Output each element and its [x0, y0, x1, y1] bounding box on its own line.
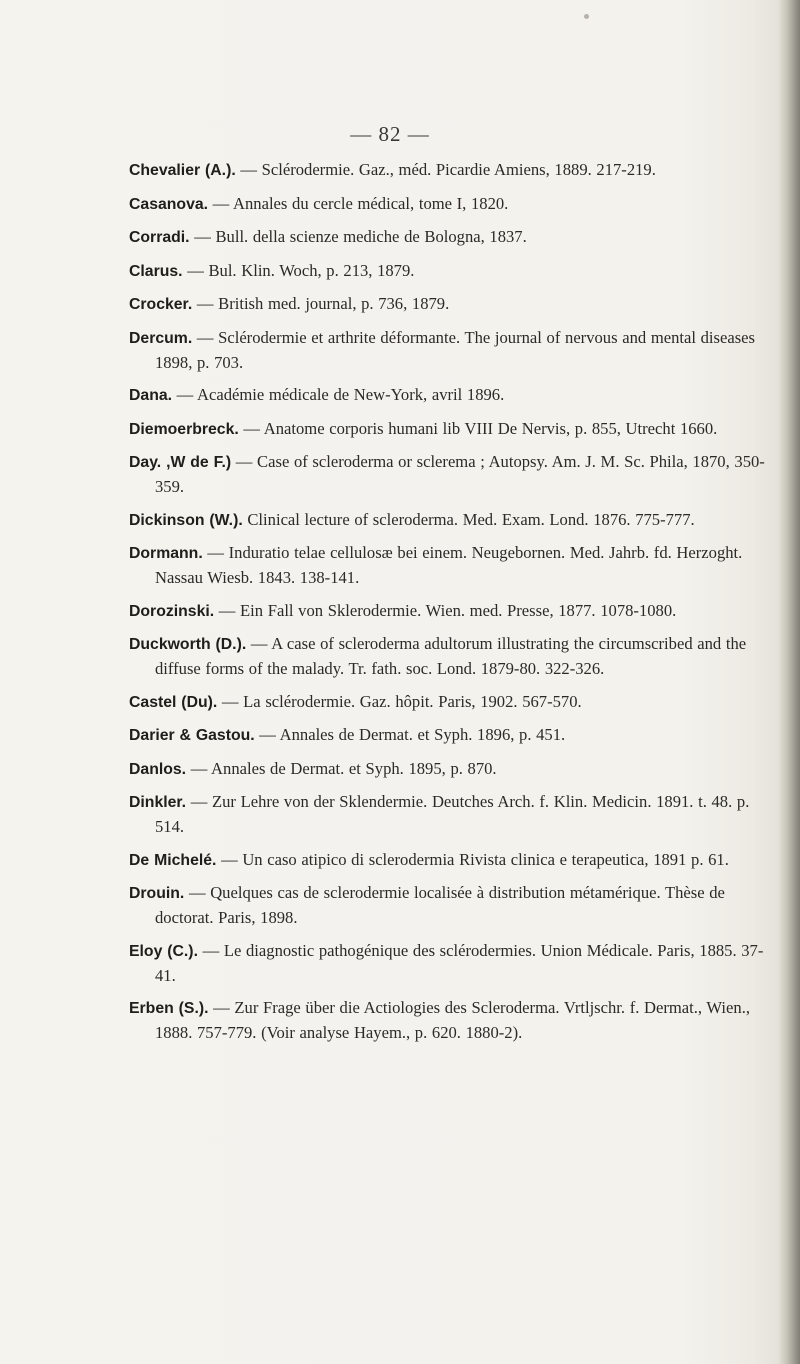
entry-text: — Le diagnostic pathogénique des sclérodermies. Union Médicale. Paris, 1885. 37-41. — [155, 940, 764, 985]
entry-author: Erben (S.). — [129, 1000, 209, 1017]
entry-text: — Case of scleroderma or sclerema ; Autopsy. Am. J. M. Sc. Phila, 1870, 350-359. — [155, 452, 765, 496]
entry-author: Dercum. — [129, 329, 193, 347]
entry-author: Drouin. — [129, 885, 185, 902]
bibliography-entry — [129, 259, 774, 284]
entry-text: — Annales de Dermat. et Syph. 1896, p. 451. — [254, 725, 566, 744]
entry-text: — Un caso atipico di sclerodermia Rivista clinica e terapeutica, 1891 p. 61. — [216, 849, 729, 869]
entry-author: Chevalier (A.). — [129, 162, 236, 179]
bibliography-entry — [129, 192, 774, 217]
bibliography-entry — [129, 326, 774, 375]
entry-author: Crocker. — [129, 296, 193, 313]
bibliography-entry — [129, 632, 774, 681]
bibliography-entry — [129, 723, 774, 748]
bibliography-entry — [129, 690, 774, 715]
entry-author: Dormann. — [129, 545, 203, 562]
entry-text: — Zur Lehre von der Sklendermie. Deutches Arch. f. Klin. Medicin. 1891. t. 48. p. 514. — [155, 792, 750, 836]
bibliography-entry — [129, 508, 774, 533]
entry-author: Dorozinski. — [129, 602, 215, 620]
entry-text: — Annales du cercle médical, tome I, 1820. — [208, 193, 509, 213]
entry-author: Diemoerbreck. — [129, 420, 239, 438]
entry-text: — A case of scleroderma adultorum illustrating the circumscribed and the diffuse forms of the malady. Tr. fath. soc. Lond. 1879-80. 322-326. — [155, 634, 747, 678]
bibliography-entry — [129, 292, 774, 317]
entry-author: Danlos. — [129, 760, 187, 778]
bibliography-entry — [129, 881, 774, 930]
bibliography-entry — [129, 996, 774, 1045]
entry-text: Clinical lecture of scleroderma. Med. Exam. Lond. 1876. 775-777. — [242, 509, 695, 529]
bibliography-entry — [129, 383, 774, 408]
entry-author: Eloy (C.). — [129, 942, 198, 960]
entry-author: Duckworth (D.). — [129, 636, 247, 653]
entry-text: — Annales de Dermat. et Syph. 1895, p. 870. — [186, 758, 497, 778]
entry-text: — Quelques cas de sclerodermie localisée à distribution métamérique. Thèse de doctorat. Paris, 1898. — [155, 883, 725, 927]
entry-author: Dickinson (W.). — [129, 511, 243, 529]
bibliography-entry — [129, 599, 774, 624]
entry-text: — Sclérodermie et arthrite déformante. The journal of nervous and mental diseases 1898, p. 703. — [155, 327, 755, 372]
bibliography-list — [129, 158, 774, 1054]
entry-author: Castel (Du). — [129, 693, 218, 711]
entry-author: Clarus. — [129, 262, 183, 280]
page-number: — 82 — — [350, 122, 430, 146]
entry-text: — Zur Frage über die Actiologies des Scleroderma. Vrtljschr. f. Dermat., Wien., 1888. 757-779. (Voir analyse Hayem., p. 620. 1880-2). — [155, 998, 750, 1042]
entry-text: — British med. journal, p. 736, 1879. — [192, 294, 450, 313]
bibliography-entry — [129, 450, 774, 499]
entry-author: Darier & Gastou. — [129, 727, 255, 744]
bibliography-entry — [129, 790, 774, 839]
entry-text: — Ein Fall von Sklerodermie. Wien. med. Presse, 1877. 1078-1080. — [214, 600, 677, 620]
entry-text: — Bul. Klin. Woch, p. 213, 1879. — [182, 260, 415, 280]
entry-author: Dana. — [129, 387, 173, 404]
bibliography-entry — [129, 848, 774, 873]
entry-text: — La sclérodermie. Gaz. hôpit. Paris, 1902. 567-570. — [217, 691, 582, 711]
entry-author: Casanova. — [129, 195, 209, 213]
entry-text: — Sclérodermie. Gaz., méd. Picardie Amiens, 1889. 217-219. — [235, 160, 656, 179]
bibliography-entry — [129, 939, 774, 988]
bibliography-entry — [129, 225, 774, 250]
bibliography-entry — [129, 417, 774, 442]
bibliography-entry — [129, 541, 774, 590]
entry-text: — Induratio telae cellulosæ bei einem. Neugebornen. Med. Jahrb. fd. Herzoght. Nassau Wiesb. 1843. 138-141. — [155, 543, 743, 587]
entry-author: Day. ,W de F.) — [129, 454, 232, 471]
entry-author: Dinkler. — [129, 794, 187, 811]
entry-text: — Bull. della scienze mediche de Bologna, 1837. — [189, 227, 527, 246]
entry-text: — Académie médicale de New-York, avril 1896. — [172, 385, 505, 404]
bibliography-entry — [129, 757, 774, 782]
binding-edge — [778, 0, 800, 1364]
entry-author: Corradi. — [129, 229, 190, 246]
entry-author: De Michelé. — [129, 851, 217, 869]
entry-text: — Anatome corporis humani lib VIII De Nervis, p. 855, Utrecht 1660. — [238, 418, 718, 438]
bibliography-entry — [129, 158, 774, 183]
ink-speck — [584, 14, 589, 19]
